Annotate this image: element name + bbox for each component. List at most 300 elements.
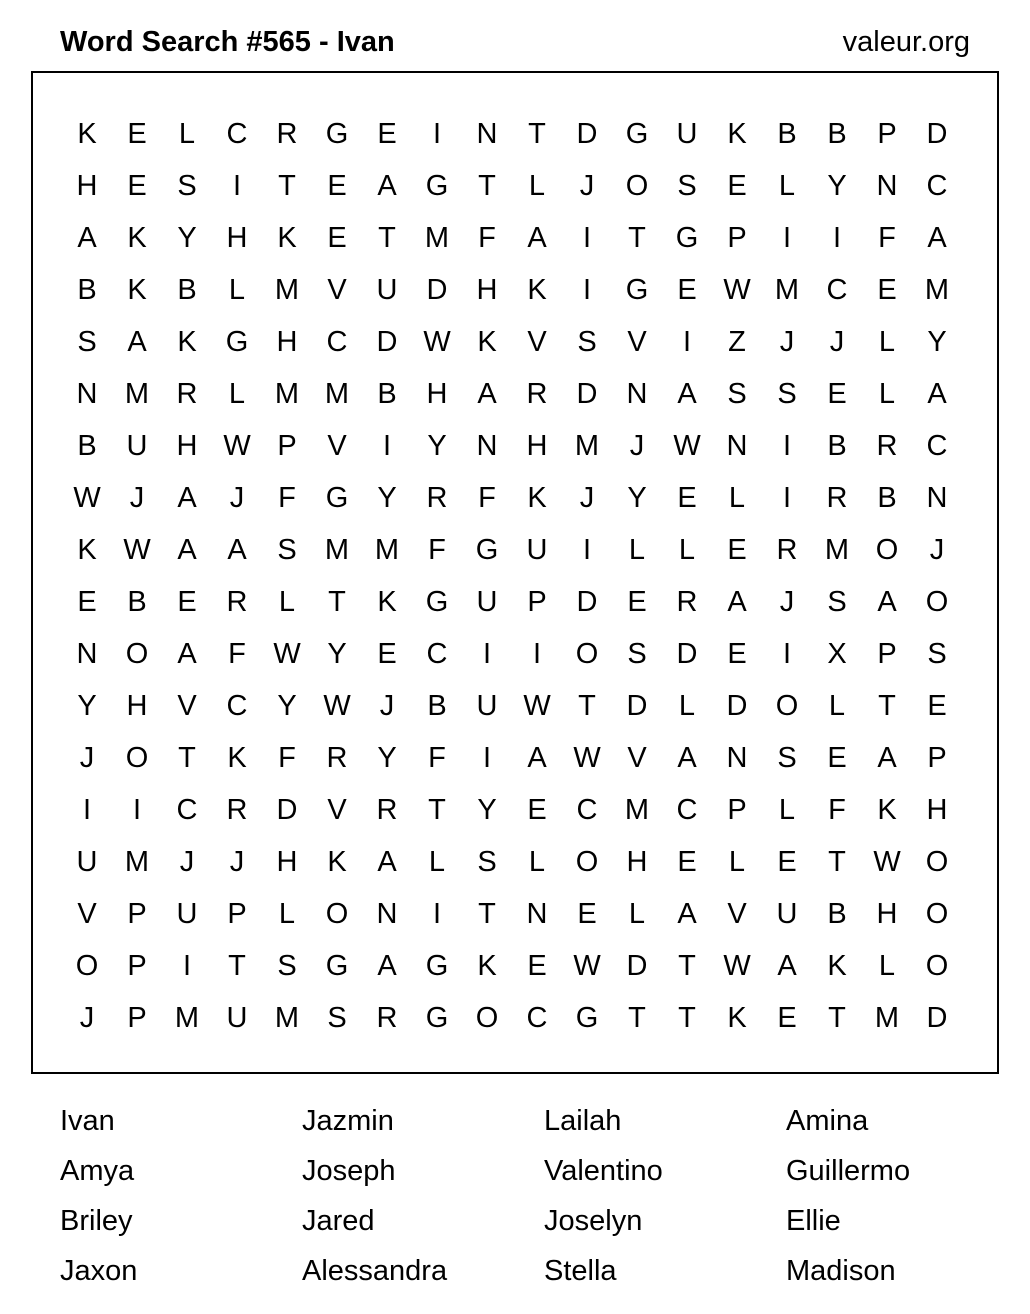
- grid-letter: G: [625, 273, 649, 306]
- grid-letter: O: [875, 533, 899, 566]
- grid-letter: M: [374, 533, 400, 566]
- grid-letter: I: [82, 793, 92, 826]
- grid-letter: V: [177, 689, 197, 722]
- grid-letter: L: [878, 377, 896, 410]
- grid-letter: T: [578, 689, 596, 722]
- grid-letter: Y: [377, 741, 397, 774]
- grid-letter: U: [776, 897, 798, 930]
- grid-letter: L: [728, 845, 746, 878]
- grid-letter: M: [424, 221, 450, 254]
- grid-letter: D: [926, 117, 948, 150]
- grid-letter: L: [778, 169, 796, 202]
- grid-letter: A: [127, 325, 147, 358]
- grid-letter: D: [576, 117, 598, 150]
- grid-letter: S: [177, 169, 197, 202]
- grid-letter: U: [476, 689, 498, 722]
- grid-letter: V: [327, 793, 347, 826]
- grid-letter: A: [677, 741, 697, 774]
- grid-letter: E: [877, 273, 897, 306]
- grid-letter: G: [475, 533, 499, 566]
- grid-letter: J: [79, 1001, 95, 1034]
- grid-letter: W: [123, 533, 151, 566]
- grid-letter: S: [477, 845, 497, 878]
- grid-letter: L: [228, 273, 246, 306]
- grid-letter: R: [226, 585, 248, 618]
- grid-letter: P: [127, 1001, 147, 1034]
- grid-letter: S: [627, 637, 647, 670]
- grid-letter: F: [478, 221, 496, 254]
- grid-letter: K: [377, 585, 397, 618]
- grid-letter: P: [727, 221, 747, 254]
- grid-letter: A: [877, 585, 897, 618]
- grid-letter: K: [877, 793, 897, 826]
- grid-letter: D: [726, 689, 748, 722]
- grid-letter: D: [676, 637, 698, 670]
- grid-letter: E: [327, 169, 347, 202]
- grid-letter: P: [277, 429, 297, 462]
- word-list-item: Ivan: [60, 1105, 115, 1137]
- grid-letter: I: [482, 637, 492, 670]
- grid-letter: I: [782, 221, 792, 254]
- word-list-item: Alessandra: [302, 1255, 448, 1287]
- grid-letter: D: [576, 377, 598, 410]
- grid-letter: M: [124, 845, 150, 878]
- grid-letter: H: [126, 689, 148, 722]
- grid-letter: G: [675, 221, 699, 254]
- grid-letter: Y: [177, 221, 197, 254]
- grid-letter: M: [124, 377, 150, 410]
- grid-letter: U: [676, 117, 698, 150]
- grid-letter: J: [79, 741, 95, 774]
- grid-letter: I: [432, 897, 442, 930]
- grid-letter: T: [678, 949, 696, 982]
- grid-letter: M: [824, 533, 850, 566]
- grid-letter: J: [179, 845, 195, 878]
- grid-letter: B: [177, 273, 197, 306]
- grid-letter: C: [526, 1001, 548, 1034]
- grid-letter: A: [377, 169, 397, 202]
- word-list-item: Amina: [786, 1105, 869, 1137]
- word-list-item: Valentino: [544, 1155, 663, 1187]
- grid-letter: E: [527, 949, 547, 982]
- grid-letter: M: [274, 273, 300, 306]
- grid-letter: U: [126, 429, 148, 462]
- grid-letter: T: [828, 845, 846, 878]
- grid-letter: B: [427, 689, 447, 722]
- grid-letter: E: [827, 741, 847, 774]
- grid-letter: K: [77, 117, 97, 150]
- grid-letter: L: [528, 845, 546, 878]
- grid-letter: G: [425, 949, 449, 982]
- grid-letter: W: [573, 949, 601, 982]
- grid-letter: K: [727, 1001, 747, 1034]
- grid-letter: I: [482, 741, 492, 774]
- grid-letter: A: [227, 533, 247, 566]
- grid-letter: T: [678, 1001, 696, 1034]
- grid-letter: A: [377, 845, 397, 878]
- grid-letter: J: [779, 325, 795, 358]
- grid-letter: I: [782, 481, 792, 514]
- grid-letter: F: [428, 741, 446, 774]
- grid-letter: F: [478, 481, 496, 514]
- grid-letter: N: [726, 741, 748, 774]
- grid-letter: N: [626, 377, 648, 410]
- grid-letter: G: [325, 481, 349, 514]
- grid-letter: A: [877, 741, 897, 774]
- word-list-item: Joseph: [302, 1155, 396, 1187]
- grid-letter: W: [323, 689, 351, 722]
- grid-letter: O: [925, 949, 949, 982]
- word-list-item: Guillermo: [786, 1155, 911, 1187]
- grid-letter: H: [426, 377, 448, 410]
- grid-letter: E: [627, 585, 647, 618]
- grid-letter: L: [728, 481, 746, 514]
- grid-letter: C: [226, 689, 248, 722]
- grid-letter: V: [727, 897, 747, 930]
- grid-letter: E: [127, 169, 147, 202]
- grid-letter: R: [226, 793, 248, 826]
- grid-letter: T: [378, 221, 396, 254]
- grid-letter: D: [376, 325, 398, 358]
- grid-letter: E: [727, 533, 747, 566]
- grid-letter: T: [528, 117, 546, 150]
- grid-letter: E: [727, 637, 747, 670]
- grid-letter: A: [777, 949, 797, 982]
- grid-letter: L: [878, 325, 896, 358]
- grid-letter: R: [526, 377, 548, 410]
- grid-letter: S: [777, 377, 797, 410]
- grid-letter: C: [176, 793, 198, 826]
- grid-letter: P: [127, 949, 147, 982]
- grid-letter: A: [77, 221, 97, 254]
- grid-letter: R: [826, 481, 848, 514]
- grid-letter: K: [127, 221, 147, 254]
- grid-letter: A: [727, 585, 747, 618]
- grid-letter: L: [678, 533, 696, 566]
- grid-letter: I: [582, 221, 592, 254]
- grid-letter: Y: [927, 325, 947, 358]
- grid-letter: B: [377, 377, 397, 410]
- grid-letter: I: [132, 793, 142, 826]
- grid-letter: Y: [277, 689, 297, 722]
- grid-letter: H: [926, 793, 948, 826]
- grid-letter: K: [77, 533, 97, 566]
- grid-letter: A: [527, 221, 547, 254]
- grid-letter: B: [127, 585, 147, 618]
- grid-letter: I: [782, 429, 792, 462]
- grid-letter: E: [377, 637, 397, 670]
- grid-letter: A: [177, 481, 197, 514]
- grid-letter: S: [727, 377, 747, 410]
- grid-letter: A: [477, 377, 497, 410]
- word-list-item: Ellie: [786, 1205, 841, 1237]
- grid-letter: D: [426, 273, 448, 306]
- grid-letter: A: [177, 533, 197, 566]
- grid-letter: I: [582, 533, 592, 566]
- grid-letter: C: [926, 429, 948, 462]
- grid-letter: Y: [77, 689, 97, 722]
- grid-letter: M: [274, 377, 300, 410]
- grid-letter: A: [177, 637, 197, 670]
- grid-letter: M: [324, 533, 350, 566]
- grid-letter: E: [377, 117, 397, 150]
- grid-letter: P: [877, 637, 897, 670]
- grid-letter: Y: [827, 169, 847, 202]
- grid-letter: J: [779, 585, 795, 618]
- grid-letter: L: [778, 793, 796, 826]
- grid-letter: P: [727, 793, 747, 826]
- grid-letter: H: [876, 897, 898, 930]
- grid-letter: V: [327, 273, 347, 306]
- grid-letter: M: [324, 377, 350, 410]
- grid-letter: R: [376, 1001, 398, 1034]
- grid-letter: H: [276, 845, 298, 878]
- grid-letter: O: [575, 845, 599, 878]
- grid-letter: A: [377, 949, 397, 982]
- grid-letter: K: [527, 481, 547, 514]
- grid-letter: S: [927, 637, 947, 670]
- grid-letter: P: [927, 741, 947, 774]
- grid-letter: B: [77, 273, 97, 306]
- grid-letter: L: [528, 169, 546, 202]
- grid-letter: U: [226, 1001, 248, 1034]
- grid-letter: L: [228, 377, 246, 410]
- grid-letter: W: [423, 325, 451, 358]
- grid-letter: I: [382, 429, 392, 462]
- grid-letter: T: [828, 1001, 846, 1034]
- letter-grid-frame: [31, 71, 999, 1074]
- word-list-item: Lailah: [544, 1105, 622, 1137]
- grid-letter: V: [327, 429, 347, 462]
- grid-letter: I: [832, 221, 842, 254]
- grid-letter: K: [277, 221, 297, 254]
- grid-letter: T: [478, 169, 496, 202]
- grid-letter: R: [676, 585, 698, 618]
- grid-letter: J: [379, 689, 395, 722]
- grid-letter: K: [127, 273, 147, 306]
- grid-letter: M: [174, 1001, 200, 1034]
- grid-letter: K: [327, 845, 347, 878]
- grid-letter: A: [677, 897, 697, 930]
- grid-letter: E: [677, 273, 697, 306]
- grid-letter: V: [527, 325, 547, 358]
- grid-letter: E: [677, 481, 697, 514]
- grid-letter: T: [228, 949, 246, 982]
- grid-letter: L: [628, 533, 646, 566]
- grid-letter: I: [782, 637, 792, 670]
- grid-letter: I: [532, 637, 542, 670]
- grid-letter: F: [278, 481, 296, 514]
- grid-letter: K: [477, 949, 497, 982]
- grid-letter: F: [878, 221, 896, 254]
- grid-letter: A: [677, 377, 697, 410]
- grid-letter: B: [827, 117, 847, 150]
- grid-letter: Z: [728, 325, 746, 358]
- grid-letter: F: [278, 741, 296, 774]
- grid-letter: S: [277, 949, 297, 982]
- page-header: [60, 26, 970, 70]
- grid-letter: E: [327, 221, 347, 254]
- grid-letter: E: [527, 793, 547, 826]
- grid-letter: J: [129, 481, 145, 514]
- grid-letter: T: [178, 741, 196, 774]
- grid-letter: P: [127, 897, 147, 930]
- grid-letter: L: [278, 897, 296, 930]
- grid-letter: L: [428, 845, 446, 878]
- grid-letter: P: [527, 585, 547, 618]
- grid-letter: W: [223, 429, 251, 462]
- grid-letter: P: [227, 897, 247, 930]
- grid-letter: W: [273, 637, 301, 670]
- grid-letter: E: [927, 689, 947, 722]
- grid-letter: L: [828, 689, 846, 722]
- grid-letter: U: [476, 585, 498, 618]
- grid-letter: W: [723, 273, 751, 306]
- grid-letter: V: [627, 325, 647, 358]
- grid-letter: K: [827, 949, 847, 982]
- grid-letter: G: [325, 117, 349, 150]
- site-name: valeur.org: [842, 26, 970, 58]
- grid-letter: R: [376, 793, 398, 826]
- grid-letter: W: [723, 949, 751, 982]
- grid-letter: M: [274, 1001, 300, 1034]
- grid-letter: S: [827, 585, 847, 618]
- grid-letter: L: [278, 585, 296, 618]
- grid-letter: O: [925, 845, 949, 878]
- grid-letter: G: [625, 117, 649, 150]
- grid-letter: C: [576, 793, 598, 826]
- grid-letter: P: [877, 117, 897, 150]
- grid-letter: T: [428, 793, 446, 826]
- grid-letter: S: [577, 325, 597, 358]
- grid-letter: W: [73, 481, 101, 514]
- grid-letter: O: [75, 949, 99, 982]
- letter-grid: [62, 108, 962, 1044]
- grid-letter: H: [626, 845, 648, 878]
- grid-letter: T: [328, 585, 346, 618]
- grid-letter: M: [924, 273, 950, 306]
- grid-letter: H: [526, 429, 548, 462]
- grid-letter: L: [878, 949, 896, 982]
- grid-letter: K: [477, 325, 497, 358]
- grid-letter: O: [325, 897, 349, 930]
- grid-letter: N: [476, 117, 498, 150]
- grid-letter: I: [432, 117, 442, 150]
- grid-letter: G: [425, 169, 449, 202]
- grid-letter: R: [876, 429, 898, 462]
- word-list-item: Briley: [60, 1205, 133, 1237]
- grid-letter: J: [579, 169, 595, 202]
- grid-letter: A: [927, 377, 947, 410]
- grid-letter: S: [277, 533, 297, 566]
- grid-letter: G: [225, 325, 249, 358]
- grid-letter: L: [628, 897, 646, 930]
- grid-letter: N: [476, 429, 498, 462]
- grid-letter: O: [575, 637, 599, 670]
- grid-letter: D: [276, 793, 298, 826]
- grid-letter: R: [776, 533, 798, 566]
- grid-letter: B: [77, 429, 97, 462]
- grid-letter: C: [226, 117, 248, 150]
- word-list-item: Jared: [302, 1205, 375, 1237]
- grid-letter: Y: [627, 481, 647, 514]
- grid-letter: E: [577, 897, 597, 930]
- grid-letter: W: [673, 429, 701, 462]
- grid-letter: S: [777, 741, 797, 774]
- word-list: [60, 1096, 1028, 1296]
- grid-letter: E: [727, 169, 747, 202]
- grid-letter: D: [626, 689, 648, 722]
- grid-letter: N: [526, 897, 548, 930]
- grid-letter: C: [826, 273, 848, 306]
- grid-letter: R: [176, 377, 198, 410]
- grid-letter: Y: [327, 637, 347, 670]
- grid-letter: J: [629, 429, 645, 462]
- grid-letter: O: [475, 1001, 499, 1034]
- grid-letter: C: [676, 793, 698, 826]
- grid-letter: U: [376, 273, 398, 306]
- grid-letter: G: [575, 1001, 599, 1034]
- grid-letter: H: [476, 273, 498, 306]
- grid-letter: E: [127, 117, 147, 150]
- grid-letter: J: [229, 481, 245, 514]
- grid-letter: T: [878, 689, 896, 722]
- grid-letter: U: [76, 845, 98, 878]
- grid-letter: R: [276, 117, 298, 150]
- grid-letter: N: [376, 897, 398, 930]
- grid-letter: T: [478, 897, 496, 930]
- grid-letter: F: [828, 793, 846, 826]
- word-list-item: Joselyn: [544, 1205, 643, 1237]
- grid-letter: E: [777, 1001, 797, 1034]
- grid-letter: S: [77, 325, 97, 358]
- grid-letter: M: [874, 1001, 900, 1034]
- grid-letter: R: [426, 481, 448, 514]
- grid-letter: J: [579, 481, 595, 514]
- grid-letter: W: [573, 741, 601, 774]
- grid-letter: A: [527, 741, 547, 774]
- grid-letter: S: [327, 1001, 347, 1034]
- grid-letter: O: [125, 741, 149, 774]
- word-list-item: Amya: [60, 1155, 135, 1187]
- grid-letter: D: [926, 1001, 948, 1034]
- grid-letter: L: [678, 689, 696, 722]
- puzzle-title: Word Search #565 - Ivan: [60, 26, 395, 58]
- grid-letter: N: [76, 377, 98, 410]
- grid-letter: O: [925, 585, 949, 618]
- grid-letter: T: [628, 1001, 646, 1034]
- grid-letter: E: [177, 585, 197, 618]
- grid-letter: I: [582, 273, 592, 306]
- grid-letter: B: [827, 897, 847, 930]
- grid-letter: B: [877, 481, 897, 514]
- grid-letter: N: [76, 637, 98, 670]
- grid-letter: L: [178, 117, 196, 150]
- grid-letter: N: [926, 481, 948, 514]
- grid-letter: J: [229, 845, 245, 878]
- grid-letter: V: [77, 897, 97, 930]
- grid-letter: Y: [427, 429, 447, 462]
- grid-letter: Y: [377, 481, 397, 514]
- grid-letter: V: [627, 741, 647, 774]
- grid-letter: B: [777, 117, 797, 150]
- grid-letter: W: [523, 689, 551, 722]
- grid-letter: O: [125, 637, 149, 670]
- grid-letter: H: [76, 169, 98, 202]
- grid-letter: N: [726, 429, 748, 462]
- grid-letter: M: [774, 273, 800, 306]
- grid-letter: X: [827, 637, 847, 670]
